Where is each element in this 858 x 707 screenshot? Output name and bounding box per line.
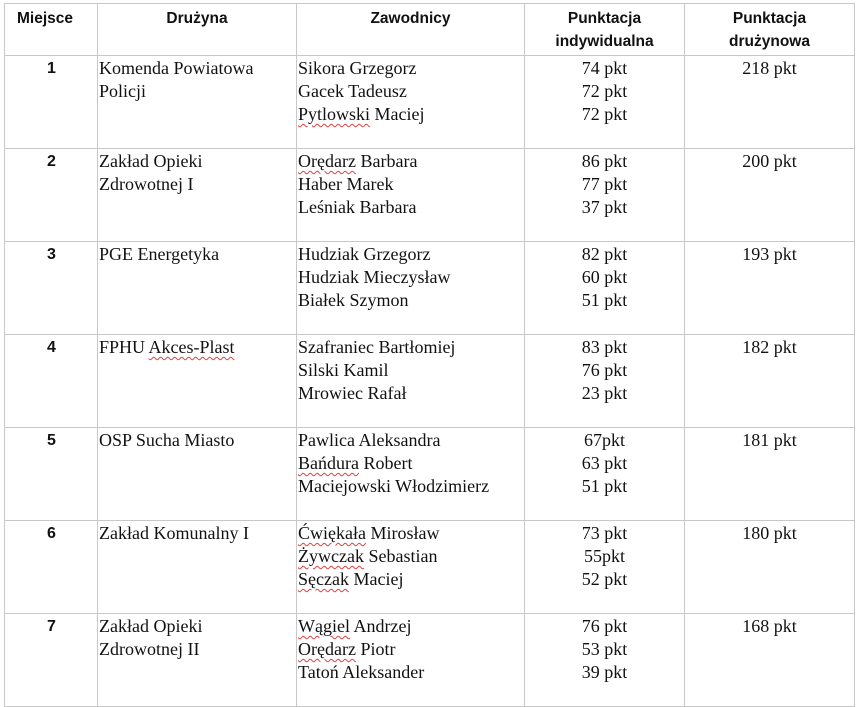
table-row <box>5 335 855 428</box>
team-cell <box>98 56 297 149</box>
player-name: Silski Kamil <box>298 360 389 380</box>
player-name: Leśniak Barbara <box>298 197 417 217</box>
header-individual-points: Punktacja indywidualna <box>525 4 685 56</box>
players-cell <box>297 242 525 335</box>
table-row <box>5 149 855 242</box>
player-name: Pawlica Aleksandra <box>298 430 441 450</box>
player-name: Pytlowski Maciej <box>298 104 425 124</box>
team-cell <box>98 149 297 242</box>
team-name-line: Zakład Opieki <box>99 151 203 171</box>
individual-points-value: 63 pkt <box>581 453 628 473</box>
team-name-line: Zakład Komunalny I <box>99 523 249 543</box>
team-name-line: Zdrowotnej II <box>99 639 200 659</box>
individual-points-value: 72 pkt <box>581 104 628 124</box>
team-cell <box>98 521 297 614</box>
place-cell: 2 <box>5 149 98 242</box>
individual-points-cell <box>525 428 685 521</box>
player-name: Maciejowski Włodzimierz <box>298 476 490 496</box>
player-name: Haber Marek <box>298 174 394 194</box>
team-name-line: PGE Energetyka <box>99 244 220 264</box>
team-points-cell: 180 pkt <box>685 521 855 614</box>
individual-points-value: 37 pkt <box>581 197 628 217</box>
players-cell <box>297 335 525 428</box>
individual-points-cell <box>525 614 685 707</box>
place-cell: 7 <box>5 614 98 707</box>
team-cell <box>98 242 297 335</box>
team-cell <box>98 335 297 428</box>
player-name: Orędarz Piotr <box>298 639 396 659</box>
place-cell: 6 <box>5 521 98 614</box>
individual-points-value: 76 pkt <box>581 616 628 636</box>
team-points-cell: 193 pkt <box>685 242 855 335</box>
team-points-cell: 168 pkt <box>685 614 855 707</box>
individual-points-value: 72 pkt <box>581 81 628 101</box>
individual-points-value: 83 pkt <box>581 337 628 357</box>
header-team-points: Punktacja drużynowa <box>685 4 855 56</box>
individual-points-value: 76 pkt <box>581 360 628 380</box>
player-name: Wągiel Andrzej <box>298 616 412 636</box>
player-name: Ćwiękała Mirosław <box>298 523 440 543</box>
individual-points-value: 23 pkt <box>581 383 628 403</box>
player-name: Orędarz Barbara <box>298 151 418 171</box>
header-row <box>5 4 855 56</box>
individual-points-value: 53 pkt <box>581 639 628 659</box>
team-cell <box>98 428 297 521</box>
players-cell <box>297 56 525 149</box>
table-row <box>5 428 855 521</box>
header-players: Zawodnicy <box>297 4 525 56</box>
place-cell: 5 <box>5 428 98 521</box>
header-place: Miejsce <box>5 4 98 56</box>
individual-points-value: 73 pkt <box>581 523 628 543</box>
individual-points-value: 74 pkt <box>581 58 628 78</box>
team-points-cell: 182 pkt <box>685 335 855 428</box>
player-name: Białek Szymon <box>298 290 409 310</box>
place-cell: 3 <box>5 242 98 335</box>
place-cell: 4 <box>5 335 98 428</box>
player-name: Szafraniec Bartłomiej <box>298 337 456 357</box>
player-name: Sęczak Maciej <box>298 569 404 589</box>
team-points-cell: 181 pkt <box>685 428 855 521</box>
individual-points-value: 52 pkt <box>581 569 628 589</box>
individual-points-value: 77 pkt <box>581 174 628 194</box>
player-name: Bańdura Robert <box>298 453 413 473</box>
place-cell: 1 <box>5 56 98 149</box>
team-points-cell: 218 pkt <box>685 56 855 149</box>
individual-points-cell <box>525 521 685 614</box>
player-name: Sikora Grzegorz <box>298 58 417 78</box>
header-team: Drużyna <box>98 4 297 56</box>
individual-points-cell <box>525 242 685 335</box>
players-cell <box>297 521 525 614</box>
team-name-line: OSP Sucha Miasto <box>99 430 235 450</box>
results-table <box>4 3 855 707</box>
table-row <box>5 56 855 149</box>
team-name-line: Zdrowotnej I <box>99 174 194 194</box>
player-name: Żywczak Sebastian <box>298 546 438 566</box>
player-name: Tatoń Aleksander <box>298 662 425 682</box>
team-cell <box>98 614 297 707</box>
individual-points-value: 67pkt <box>583 430 625 450</box>
individual-points-value: 82 pkt <box>581 244 628 264</box>
table-row <box>5 242 855 335</box>
individual-points-cell <box>525 149 685 242</box>
team-name-line: Komenda Powiatowa <box>99 58 254 78</box>
team-points-cell: 200 pkt <box>685 149 855 242</box>
individual-points-cell <box>525 56 685 149</box>
individual-points-value: 51 pkt <box>581 290 628 310</box>
players-cell <box>297 149 525 242</box>
table-row <box>5 614 855 707</box>
players-cell <box>297 614 525 707</box>
player-name: Hudziak Grzegorz <box>298 244 431 264</box>
individual-points-value: 55pkt <box>583 546 625 566</box>
individual-points-value: 86 pkt <box>581 151 628 171</box>
individual-points-value: 60 pkt <box>581 267 628 287</box>
individual-points-cell <box>525 335 685 428</box>
player-name: Hudziak Mieczysław <box>298 267 451 287</box>
player-name: Gacek Tadeusz <box>298 81 407 101</box>
team-name-line: FPHU Akces-Plast <box>99 337 235 357</box>
individual-points-value: 51 pkt <box>581 476 628 496</box>
table-row <box>5 521 855 614</box>
players-cell <box>297 428 525 521</box>
team-name-line: Zakład Opieki <box>99 616 203 636</box>
individual-points-value: 39 pkt <box>581 662 628 682</box>
team-name-line: Policji <box>99 81 147 101</box>
player-name: Mrowiec Rafał <box>298 383 407 403</box>
